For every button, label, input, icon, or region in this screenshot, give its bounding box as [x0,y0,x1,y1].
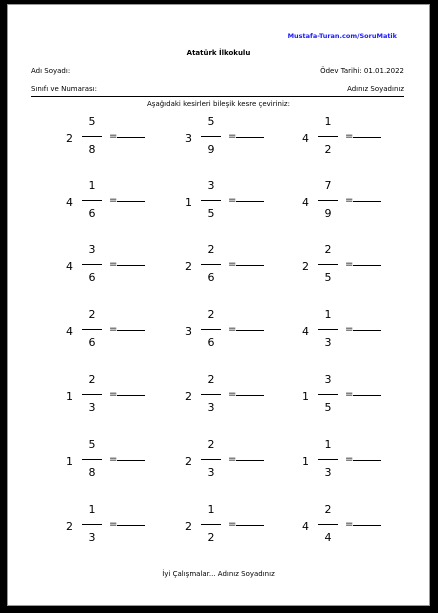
answer-blank[interactable] [236,137,264,138]
whole-number: 4 [66,260,73,273]
whole-number: 2 [66,132,73,145]
fraction-bar [201,329,221,330]
numerator: 2 [324,243,332,256]
numerator: 1 [207,503,215,516]
fraction-bar [318,394,338,395]
numerator: 2 [88,373,96,386]
class-number-label: Sınıfı ve Numarası: [31,85,97,93]
equals-sign: = [228,131,237,142]
denominator: 9 [207,143,215,156]
answer-blank[interactable] [117,330,145,331]
answer-blank[interactable] [117,460,145,461]
problem-item [66,439,176,489]
problem-item [302,504,412,554]
whole-number: 3 [185,325,192,338]
fraction-bar [318,459,338,460]
numerator: 2 [207,243,215,256]
worksheet-sheet [7,4,430,606]
problem-item [66,309,176,359]
equals-sign: = [109,519,118,530]
whole-number: 1 [66,455,73,468]
denominator: 9 [324,207,332,220]
denominator: 3 [207,466,215,479]
denominator: 3 [207,401,215,414]
answer-blank[interactable] [236,525,264,526]
problem-item [185,180,295,230]
numerator: 3 [207,179,215,192]
equals-sign: = [109,324,118,335]
denominator: 3 [324,466,332,479]
equals-sign: = [345,131,354,142]
problem-item [66,180,176,230]
footer-message: İyi Çalışmalar... Adınız Soyadınız [162,570,275,578]
numerator: 2 [207,373,215,386]
equals-sign: = [109,259,118,270]
equals-sign: = [228,259,237,270]
fraction-bar [82,329,102,330]
problem-item [302,116,412,166]
fraction-bar [318,264,338,265]
whole-number: 2 [185,455,192,468]
answer-blank[interactable] [236,330,264,331]
answer-blank[interactable] [353,460,381,461]
problem-item [302,374,412,424]
fraction-bar [318,329,338,330]
equals-sign: = [345,519,354,530]
denominator: 6 [88,336,96,349]
fraction-bar [201,136,221,137]
denominator: 5 [324,271,332,284]
denominator: 5 [324,401,332,414]
answer-blank[interactable] [236,201,264,202]
problem-item [185,309,295,359]
numerator: 1 [88,179,96,192]
answer-blank[interactable] [117,137,145,138]
equals-sign: = [109,131,118,142]
school-name: Atatürk İlkokulu [186,49,251,57]
denominator: 4 [324,531,332,544]
numerator: 1 [324,438,332,451]
whole-number: 2 [185,390,192,403]
equals-sign: = [228,324,237,335]
fraction-bar [82,264,102,265]
instruction-text: Aşağıdaki kesirleri bileşik kesre çeviriniz: [147,100,290,108]
denominator: 6 [88,207,96,220]
whole-number: 1 [302,455,309,468]
numerator: 2 [207,308,215,321]
numerator: 2 [88,308,96,321]
problem-item [302,439,412,489]
problem-item [66,116,176,166]
denominator: 8 [88,143,96,156]
numerator: 7 [324,179,332,192]
answer-blank[interactable] [236,395,264,396]
teacher-name: Adınız Soyadınız [347,85,404,93]
problem-item [66,244,176,294]
numerator: 2 [207,438,215,451]
whole-number: 4 [302,325,309,338]
answer-blank[interactable] [117,525,145,526]
equals-sign: = [345,195,354,206]
whole-number: 2 [185,260,192,273]
answer-blank[interactable] [117,265,145,266]
answer-blank[interactable] [353,201,381,202]
answer-blank[interactable] [236,265,264,266]
answer-blank[interactable] [236,460,264,461]
student-name-label: Adı Soyadı: [31,67,71,75]
denominator: 6 [207,271,215,284]
fraction-bar [82,394,102,395]
fraction-bar [201,459,221,460]
equals-sign: = [345,259,354,270]
whole-number: 1 [66,390,73,403]
numerator: 5 [88,115,96,128]
fraction-bar [318,136,338,137]
denominator: 3 [324,336,332,349]
equals-sign: = [345,454,354,465]
problem-item [185,374,295,424]
equals-sign: = [228,519,237,530]
whole-number: 2 [302,260,309,273]
fraction-bar [82,459,102,460]
answer-blank[interactable] [353,330,381,331]
fraction-bar [82,524,102,525]
fraction-bar [201,394,221,395]
fraction-bar [318,524,338,525]
denominator: 8 [88,466,96,479]
equals-sign: = [109,195,118,206]
answer-blank[interactable] [117,395,145,396]
answer-blank[interactable] [353,265,381,266]
problem-item [185,244,295,294]
problem-item [66,374,176,424]
denominator: 5 [207,207,215,220]
denominator: 6 [207,336,215,349]
problem-item [185,116,295,166]
numerator: 5 [88,438,96,451]
equals-sign: = [228,454,237,465]
whole-number: 4 [302,520,309,533]
answer-blank[interactable] [353,525,381,526]
denominator: 2 [324,143,332,156]
fraction-bar [82,136,102,137]
answer-blank[interactable] [353,137,381,138]
numerator: 2 [324,503,332,516]
problem-item [302,309,412,359]
fraction-bar [82,200,102,201]
whole-number: 4 [302,196,309,209]
denominator: 2 [207,531,215,544]
answer-blank[interactable] [353,395,381,396]
assignment-date: Ödev Tarihi: 01.01.2022 [320,67,404,75]
equals-sign: = [228,389,237,400]
numerator: 5 [207,115,215,128]
problem-item [302,180,412,230]
equals-sign: = [345,324,354,335]
problem-item [185,504,295,554]
numerator: 1 [88,503,96,516]
whole-number: 1 [185,196,192,209]
equals-sign: = [345,389,354,400]
fraction-bar [201,264,221,265]
numerator: 3 [88,243,96,256]
whole-number: 4 [66,196,73,209]
whole-number: 3 [185,132,192,145]
whole-number: 1 [302,390,309,403]
answer-blank[interactable] [117,201,145,202]
problem-item [302,244,412,294]
site-url: Mustafa-Turan.com/SoruMatik [287,32,397,40]
denominator: 3 [88,401,96,414]
fraction-bar [201,200,221,201]
equals-sign: = [228,195,237,206]
whole-number: 2 [185,520,192,533]
numerator: 1 [324,308,332,321]
problem-item [185,439,295,489]
whole-number: 4 [66,325,73,338]
denominator: 3 [88,531,96,544]
denominator: 6 [88,271,96,284]
equals-sign: = [109,454,118,465]
header-divider [31,96,404,97]
equals-sign: = [109,389,118,400]
fraction-bar [318,200,338,201]
whole-number: 4 [302,132,309,145]
problem-item [66,504,176,554]
fraction-bar [201,524,221,525]
numerator: 1 [324,115,332,128]
numerator: 3 [324,373,332,386]
whole-number: 2 [66,520,73,533]
